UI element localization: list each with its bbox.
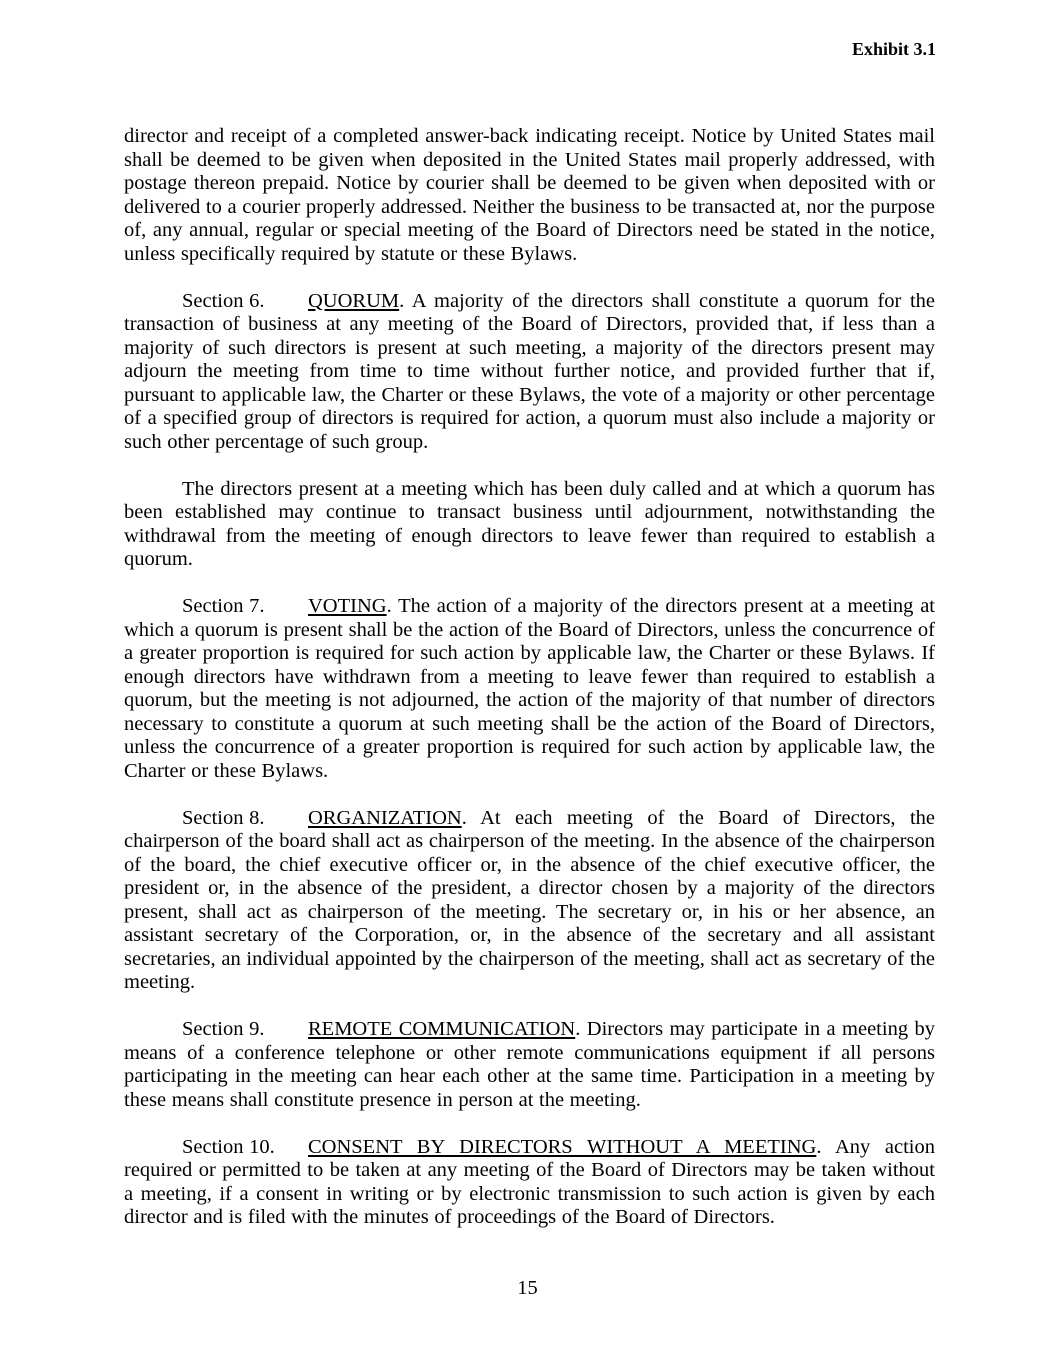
- paragraph-text: . At each meeting of the Board of Directors, the chairperson of the board shall act as chairperson of the meeting. In the absence of the chairperson of the board, the chief executive officer or, in the absence of the chief executive officer, the president or, in the absence of the president, a director chosen by a majority of the directors present, shall act as chairperson of the meeting. The secretary or, in his or her absence, an assistant secretary of the Corporation, or, in the absence of the secretary and all assistant secretaries, an individual appointed by the chairperson of the meeting, shall act as secretary of the meeting.: [124, 806, 935, 993]
- paragraph-quorum-continued: [124, 478, 935, 572]
- section-label: Section 8.: [182, 806, 265, 829]
- paragraph-text: The directors present at a meeting which has been duly called and at which a quorum has been established may continue to transact business until adjournment, notwithstanding the withdrawal from the meeting of enough directors to leave fewer than required to establish a quorum.: [124, 477, 935, 570]
- section-heading: CONSENT BY DIRECTORS WITHOUT A MEETING: [308, 1135, 817, 1158]
- paragraph-text: director and receipt of a completed answer-back indicating receipt. Notice by United States mail shall be deemed to be given when deposited in the United States mail properly addressed, with postage thereon prepaid. Notice by courier shall be deemed to be given when deposited with or delivered to a courier properly addressed. Neither the business to be transacted at, nor the purpose of, any annual, regular or special meeting of the Board of Directors need be stated in the notice, unless specifically required by statute or these Bylaws.: [124, 125, 935, 265]
- paragraph-text: . Directors may participate in a meeting by means of a conference telephone or other remote communications equipment if all persons participating in the meeting can hear each other at the same time. Participation in a meeting by these means shall constitute presence in person at the meeting.: [124, 1018, 935, 1111]
- section-heading: ORGANIZATION: [308, 806, 462, 829]
- exhibit-label: Exhibit 3.1: [851, 39, 936, 59]
- section-label: Section 9.: [182, 1018, 265, 1040]
- section-label: Section 10.: [182, 1135, 275, 1158]
- paragraph-text: . The action of a majority of the directors present at a meeting at which a quorum is present shall be the action of the Board of Directors, unless the concurrence of a greater proportion is required for such action by applicable law, the Charter or these Bylaws. If enough directors have withdrawn from a meeting to leave fewer than required to establish a quorum, but the meeting is not adjourned, the action of the majority of that number of directors necessary to constitute a quorum at such meeting shall be the action of the Board of Directors, unless the concurrence of a greater proportion is required for such action by applicable law, the Charter or these Bylaws.: [124, 595, 935, 782]
- section-label: Section 6.: [182, 289, 265, 312]
- document-body: [124, 125, 935, 1253]
- paragraph-section-10-consent: [124, 1136, 935, 1230]
- paragraph-section-6-quorum: [124, 290, 935, 455]
- paragraph-section-9-remote-communication: [124, 1018, 935, 1112]
- section-heading: QUORUM: [308, 289, 400, 312]
- paragraph-notice-continuation: [124, 125, 935, 266]
- section-heading: REMOTE COMMUNICATION: [308, 1018, 576, 1040]
- paragraph-text: . A majority of the directors shall constitute a quorum for the transaction of business at any meeting of the Board of Directors, provided that, if less than a majority of such directors is present at such meeting, a majority of the directors present may adjourn the meeting from time to time without further notice, and provided further that if, pursuant to applicable law, the Charter or these Bylaws, the vote of a majority or other percentage of a specified group of directors is required for action, a quorum must also include a majority or such other percentage of such group.: [124, 289, 935, 453]
- page-number: 15: [517, 1277, 538, 1299]
- paragraph-section-7-voting: [124, 595, 935, 783]
- section-label: Section 7.: [182, 595, 265, 617]
- section-heading: VOTING: [308, 595, 387, 617]
- paragraph-text: . Any action required or permitted to be taken at any meeting of the Board of Directors may be taken without a meeting, if a consent in writing or by electronic transmission to such action is given by each director and is filed with the minutes of proceedings of the Board of Directors.: [124, 1135, 935, 1228]
- paragraph-section-8-organization: [124, 807, 935, 995]
